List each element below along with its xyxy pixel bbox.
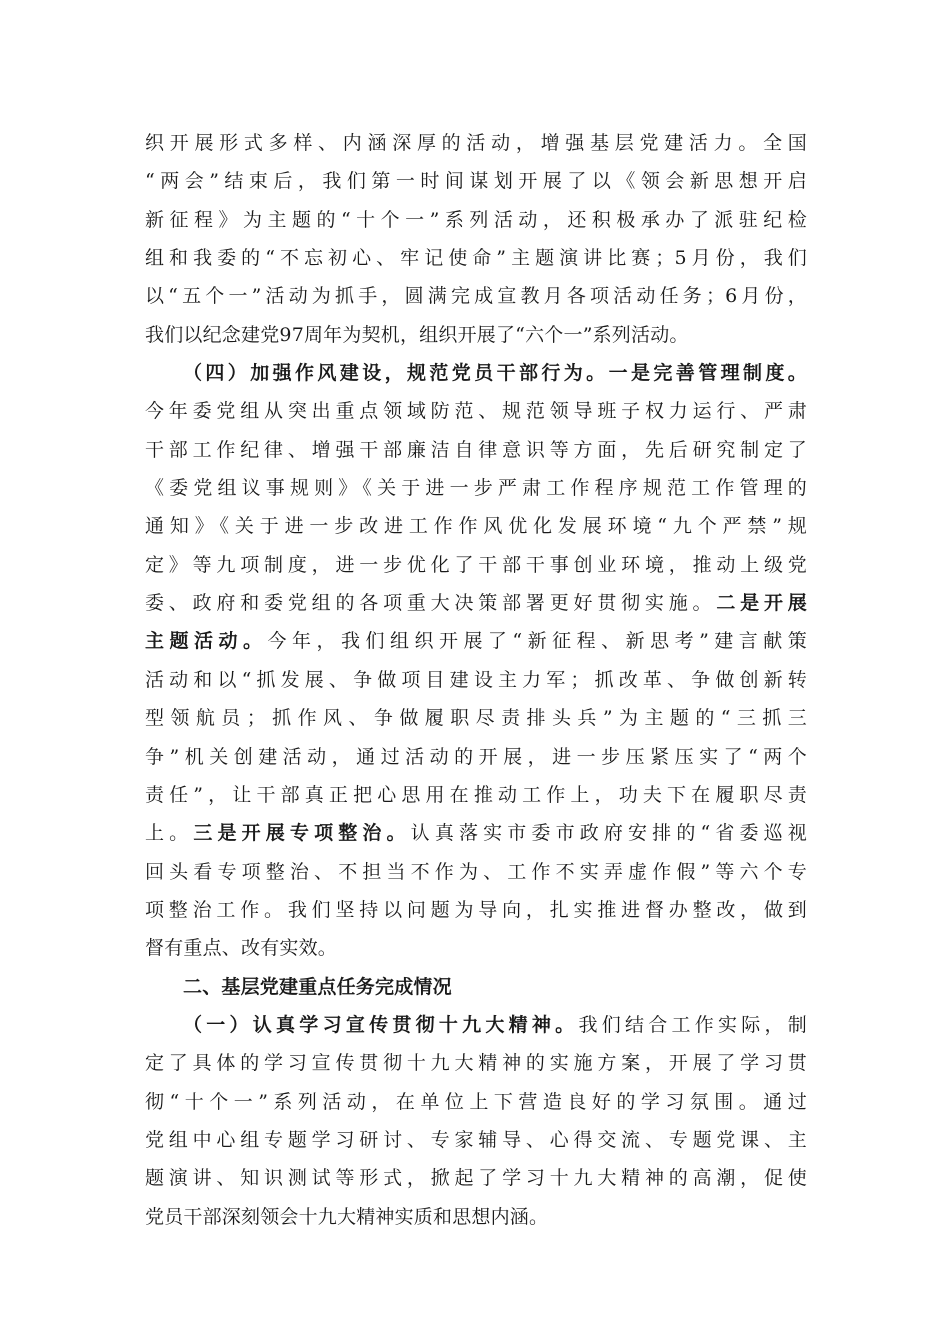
text-line: 我们以纪念建党97周年为契机，组织开展了“六个一”系列活动。 [145, 323, 689, 346]
text-line: 督有重点、改有实效。 [145, 937, 338, 960]
text-segment: 今年，我们组织开展了“新征程、新思考”建言献策 [267, 630, 807, 653]
point-two-title-end: 主题活动。 [145, 630, 268, 653]
text-line: 责任”，让干部真正把心思用在推动工作上，功夫下在履职尽责 [145, 783, 807, 806]
text-line: “两会”结束后，我们第一时间谋划开展了以《领会新思想开启 [145, 170, 807, 193]
text-line: 定了具体的学习宣传贯彻十九大精神的实施方案，开展了学习贯 [145, 1052, 807, 1075]
text-line: 新征程》为主题的“十个一”系列活动，还积极承办了派驻纪检 [145, 208, 807, 231]
text-line: 通知》《关于进一步改进工作作风优化发展环境“九个严禁”规 [145, 515, 807, 538]
text-line [145, 584, 807, 622]
text-segment: 认真落实市委市政府安排的“省委巡视 [410, 822, 807, 845]
text-line: 组和我委的“不忘初心、牢记使命”主题演讲比赛；5月份，我们 [145, 247, 807, 270]
point-one-title: 一是完善管理制度。 [608, 362, 807, 385]
text-line: 党员干部深刻领会十九大精神实质和思想内涵。 [145, 1205, 549, 1228]
text-line: 回头看专项整治、不担当不作为、工作不实弄虚作假”等六个专 [145, 860, 807, 883]
text-segment: 上。 [145, 822, 194, 845]
point-two-title-start: 二是开展 [716, 592, 807, 615]
text-line: 型领航员；抓作风、争做履职尽责排头兵”为主题的“三抓三 [145, 707, 807, 730]
text-line [145, 622, 807, 660]
document-page [145, 124, 807, 1236]
text-segment: 我们结合工作实际，制 [578, 1013, 807, 1036]
text-line: 干部工作纪律、增强干部廉洁自律意识等方面，先后研究制定了 [145, 438, 807, 461]
text-line [145, 814, 807, 852]
text-line: 党组中心组专题学习研讨、专家辅导、心得交流、专题党课、主 [145, 1128, 807, 1151]
text-line: 彻“十个一”系列活动，在单位上下营造良好的学习氛围。通过 [145, 1090, 807, 1113]
section-four-line [145, 354, 807, 392]
text-line: 以“五个一”活动为抓手，圆满完成宣教月各项活动任务；6月份， [145, 285, 807, 308]
subsection-one-title: （一）认真学习宣传贯彻十九大精神。 [183, 1013, 579, 1036]
text-line: 《委党组议事规则》《关于进一步严肃工作程序规范工作管理的 [145, 477, 807, 500]
text-line: 争”机关创建活动，通过活动的开展，进一步压紧压实了“两个 [145, 745, 807, 768]
text-line: 活动和以“抓发展、争做项目建设主力军；抓改革、争做创新转 [145, 668, 807, 691]
text-line: 今年委党组从突出重点领域防范、规范领导班子权力运行、严肃 [145, 400, 807, 423]
text-line: 项整治工作。我们坚持以问题为导向，扎实推进督办整改，做到 [145, 898, 807, 921]
point-three-title: 三是开展专项整治。 [193, 822, 411, 845]
subsection-one-line [145, 1006, 807, 1044]
text-line: 织开展形式多样、内涵深厚的活动，增强基层党建活力。全国 [145, 132, 807, 154]
text-segment: 委、政府和委党组的各项重大决策部署更好贯彻实施。 [145, 592, 717, 615]
section-four-title: （四）加强作风建设，规范党员干部行为。 [183, 362, 609, 385]
text-line: 题演讲、知识测试等形式，掀起了学习十九大精神的高潮，促使 [145, 1167, 807, 1190]
text-line: 定》等九项制度，进一步优化了干部干事创业环境，推动上级党 [145, 553, 807, 576]
section-two-heading: 二、基层党建重点任务完成情况 [183, 975, 452, 998]
